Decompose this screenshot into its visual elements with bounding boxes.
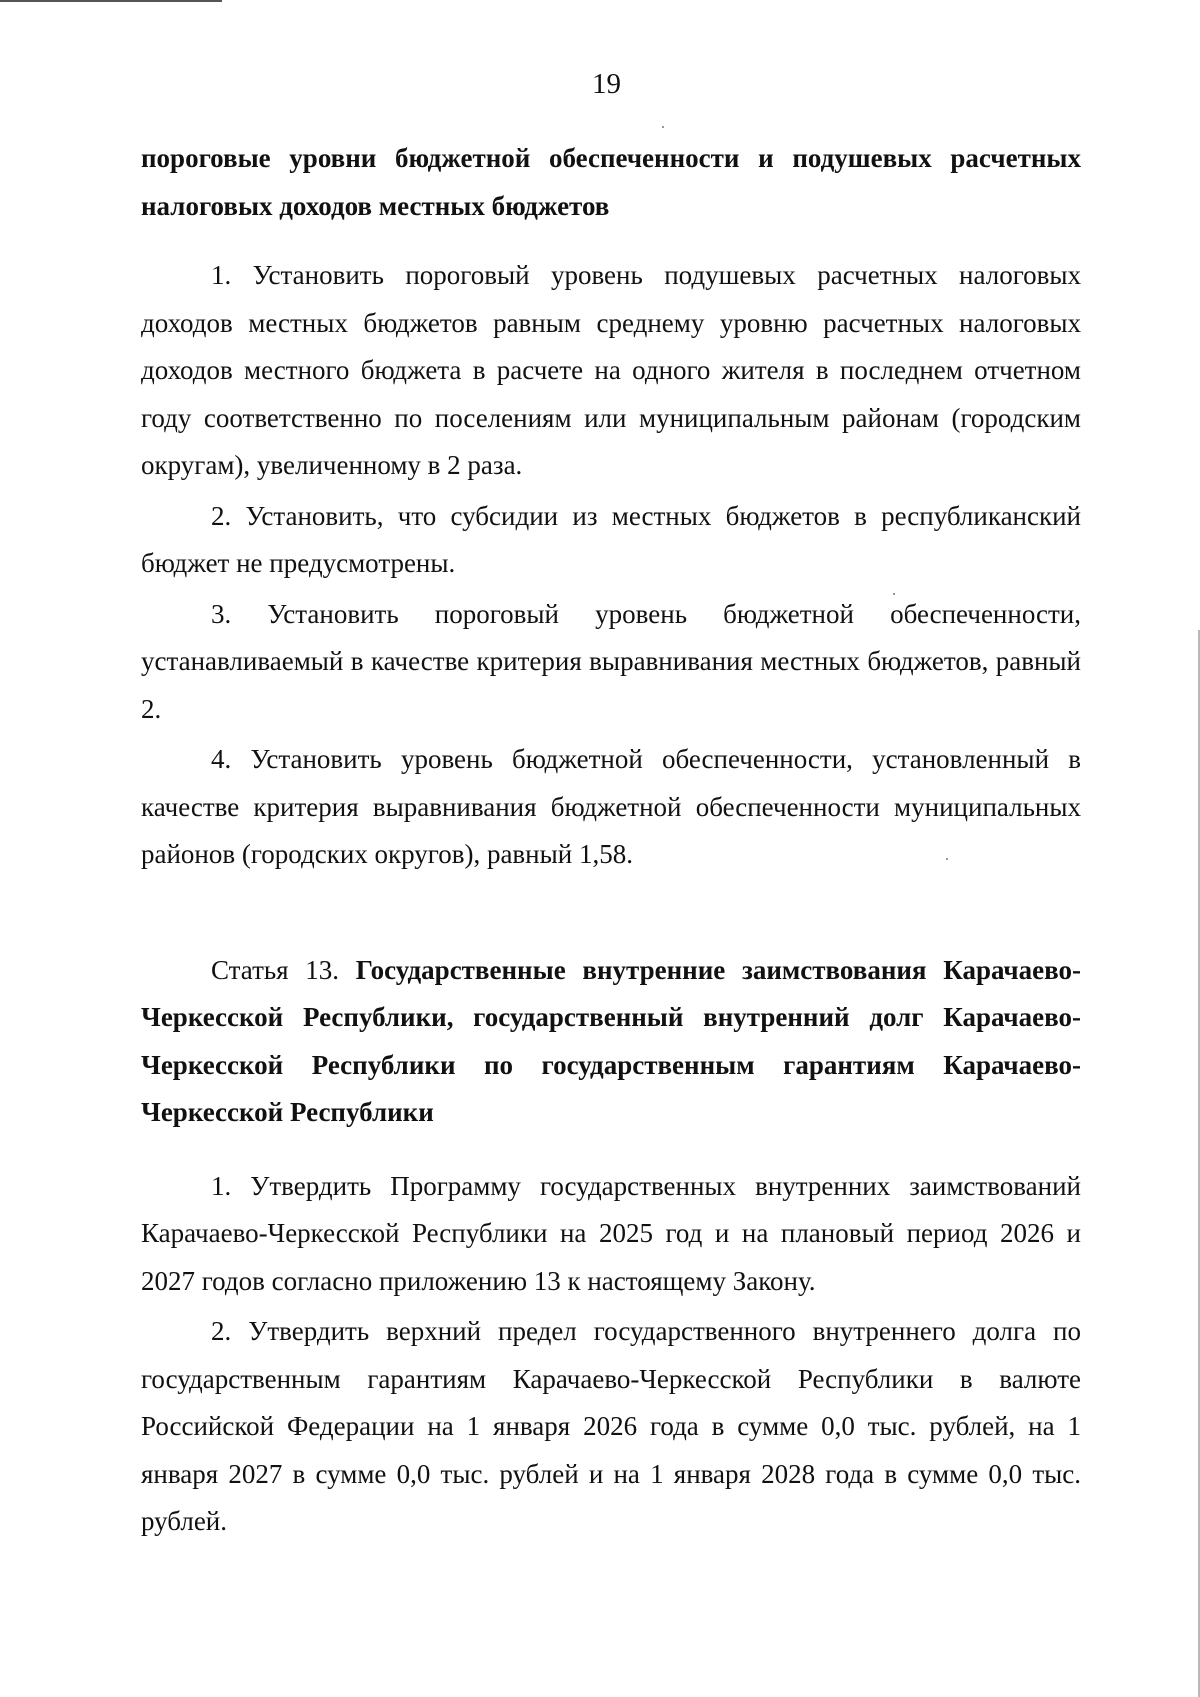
article-prefix: Статья 13. <box>211 954 340 985</box>
scan-speck <box>662 126 664 128</box>
paragraph-2: 2. Установить, что субсидии из местных бюджетов в республиканский бюджет не предусмотрены. <box>141 500 1081 578</box>
spacer <box>141 1137 1081 1163</box>
paragraph-4: 4. Установить уровень бюджетной обеспеченности, установленный в качестве критерия выравнивания бюджетной обеспеченности муниципальных районов (городских округов), равный 1,58. <box>141 744 1081 869</box>
article-title: Государственные внутренние заимствования Карачаево-Черкесской Республики, государственный внутренний долг Карачаево-Черкесской Республики по государственным гарантиям Карачаево-Черкесской Республики <box>141 954 1082 1127</box>
article-heading <box>141 947 1081 1137</box>
paragraph-3: 3. Установить пороговый уровень бюджетной обеспеченности, устанавливаемый в качестве критерия выравнивания местных бюджетов, равный 2. <box>141 598 1081 724</box>
scan-artifact-top-line <box>0 0 222 2</box>
spacer <box>141 879 1081 947</box>
page-number: 19 <box>592 68 621 100</box>
article-paragraph-1: 1. Утвердить Программу государственных внутренних заимствований Карачаево-Черкесской Республики на 2025 год и на плановый период 2026 и 2027 годов согласно приложению 13 к настоящему Закону. <box>141 1170 1081 1296</box>
spacer <box>141 230 1081 252</box>
section-heading: пороговые уровни бюджетной обеспеченности и подушевых расчетных налоговых доходов местных бюджетов <box>141 143 1081 221</box>
paragraph-1: 1. Установить пороговый уровень подушевых расчетных налоговых доходов местных бюджетов равным среднему уровню расчетных налоговых доходов местного бюджета в расчете на одного жителя в последнем отчетном году соответственно по поселениям или муниципальным районам (городским округам), увеличенному в 2 раза. <box>141 260 1081 480</box>
article-paragraph-2: 2. Утвердить верхний предел государственного внутреннего долга по государственным гарантиям Карачаево-Черкесской Республики в валюте Российской Федерации на 1 января 2026 года в сумме 0,0 тыс. рублей, на 1 января 2027 в сумме 0,0 тыс. рублей и на 1 января 2028 года в сумме 0,0 тыс. рублей. <box>141 1316 1081 1536</box>
document-body <box>141 135 1081 1546</box>
